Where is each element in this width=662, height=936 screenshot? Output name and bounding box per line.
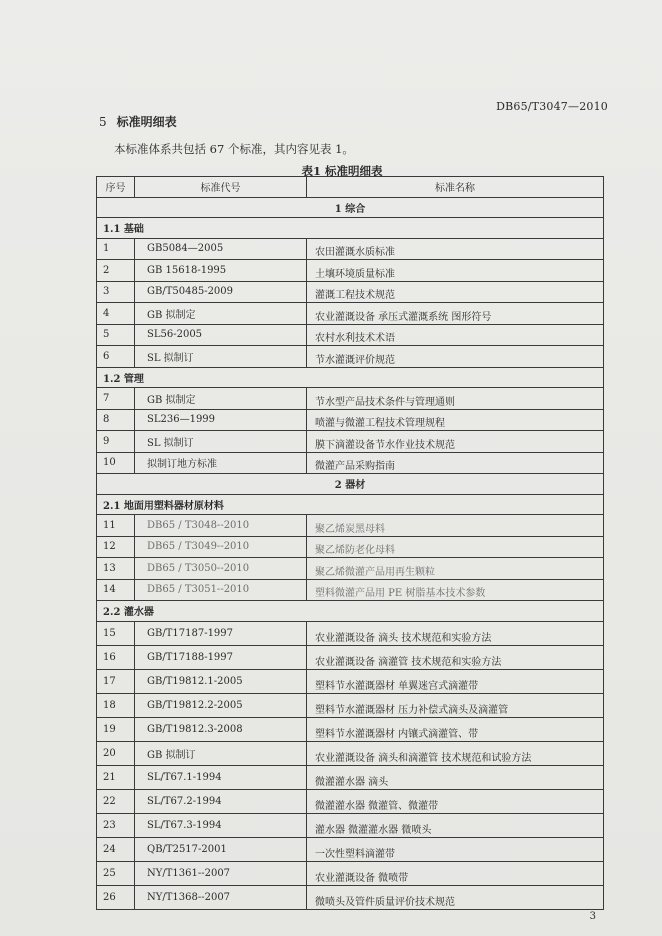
row-seq: 12 bbox=[97, 536, 135, 558]
row-seq: 8 bbox=[97, 409, 135, 431]
row-code: DB65 / T3049--2010 bbox=[135, 536, 307, 558]
row-seq: 13 bbox=[97, 558, 135, 580]
row-seq: 18 bbox=[97, 693, 135, 717]
row-code: GB 拟制定 bbox=[135, 303, 307, 325]
group-row bbox=[97, 197, 604, 218]
group-row bbox=[97, 474, 604, 495]
row-name: 节水型产品技术条件与管理通则 bbox=[307, 388, 604, 410]
table-row bbox=[97, 260, 604, 282]
group-label: 2 器材 bbox=[97, 474, 604, 495]
row-name: 农业灌溉设备 滴头 技术规范和实验方法 bbox=[307, 621, 604, 645]
intro-paragraph: 本标准体系共包括 67 个标准，其内容见表 1。 bbox=[114, 142, 354, 156]
row-code: GB 15618-1995 bbox=[135, 260, 307, 282]
table-row bbox=[97, 303, 604, 325]
table-row bbox=[97, 431, 604, 453]
table-row bbox=[97, 409, 604, 431]
table-row bbox=[97, 558, 604, 580]
row-code: GB/T17188-1997 bbox=[135, 645, 307, 669]
row-name: 微喷头及管件质量评价技术规范 bbox=[307, 885, 604, 909]
row-name: 灌水器 微灌灌水器 微喷头 bbox=[307, 813, 604, 837]
table-caption: 表1 标准明细表 bbox=[301, 164, 383, 178]
subgroup-label: 1.1 基础 bbox=[97, 218, 604, 239]
row-code: SL 拟制订 bbox=[135, 431, 307, 453]
row-name: 土壤环境质量标准 bbox=[307, 260, 604, 282]
row-seq: 23 bbox=[97, 813, 135, 837]
table-row bbox=[97, 765, 604, 789]
row-seq: 19 bbox=[97, 717, 135, 741]
header-seq: 序号 bbox=[97, 177, 135, 198]
row-seq: 11 bbox=[97, 515, 135, 537]
row-name: 聚乙烯防老化母料 bbox=[307, 536, 604, 558]
row-code: SL/T67.3-1994 bbox=[135, 813, 307, 837]
row-name: 塑料节水灌溉器材 单翼迷宫式滴灌带 bbox=[307, 669, 604, 693]
row-seq: 1 bbox=[97, 238, 135, 260]
row-code: SL56-2005 bbox=[135, 324, 307, 346]
table-row bbox=[97, 536, 604, 558]
row-name: 节水灌溉评价规范 bbox=[307, 346, 604, 368]
row-seq: 20 bbox=[97, 741, 135, 765]
row-name: 塑料微灌产品用 PE 树脂基本技术参数 bbox=[307, 579, 604, 601]
table-row bbox=[97, 861, 604, 885]
row-seq: 4 bbox=[97, 303, 135, 325]
header-name: 标准名称 bbox=[307, 177, 604, 198]
table-row bbox=[97, 885, 604, 909]
row-code: GB 拟制定 bbox=[135, 388, 307, 410]
row-name: 微灌灌水器 微灌管、微灌带 bbox=[307, 789, 604, 813]
subgroup-row bbox=[97, 218, 604, 239]
section-title: 标准明细表 bbox=[116, 115, 177, 129]
row-seq: 6 bbox=[97, 346, 135, 368]
subgroup-label: 1.2 管理 bbox=[97, 367, 604, 388]
row-name: 农业灌溉设备 承压式灌溉系统 图形符号 bbox=[307, 303, 604, 325]
row-code: GB/T19812.3-2008 bbox=[135, 717, 307, 741]
group-label: 1 综合 bbox=[97, 197, 604, 218]
row-name: 农田灌溉水质标准 bbox=[307, 238, 604, 260]
row-code: GB/T19812.1-2005 bbox=[135, 669, 307, 693]
subgroup-row bbox=[97, 601, 604, 622]
row-name: 喷灌与微灌工程技术管理规程 bbox=[307, 409, 604, 431]
header-code: 标准代号 bbox=[135, 177, 307, 198]
standards-table bbox=[96, 176, 604, 910]
row-code: GB/T50485-2009 bbox=[135, 281, 307, 303]
row-seq: 10 bbox=[97, 452, 135, 474]
table-row bbox=[97, 813, 604, 837]
row-name: 微灌产品采购指南 bbox=[307, 452, 604, 474]
table-row bbox=[97, 717, 604, 741]
row-code: GB/T19812.2-2005 bbox=[135, 693, 307, 717]
row-seq: 15 bbox=[97, 621, 135, 645]
row-code: 拟制订地方标准 bbox=[135, 452, 307, 474]
row-code: NY/T1361--2007 bbox=[135, 861, 307, 885]
table-row bbox=[97, 669, 604, 693]
row-code: GB 拟制订 bbox=[135, 741, 307, 765]
row-name: 农业灌溉设备 微喷带 bbox=[307, 861, 604, 885]
table-header-row bbox=[97, 177, 604, 198]
row-name: 一次性塑料滴灌带 bbox=[307, 837, 604, 861]
row-name: 农业灌溉设备 滴灌管 技术规范和实验方法 bbox=[307, 645, 604, 669]
table-row bbox=[97, 621, 604, 645]
row-seq: 14 bbox=[97, 579, 135, 601]
section-number: 5 bbox=[99, 115, 107, 129]
table-row bbox=[97, 324, 604, 346]
table-row bbox=[97, 693, 604, 717]
row-seq: 26 bbox=[97, 885, 135, 909]
row-seq: 25 bbox=[97, 861, 135, 885]
row-seq: 24 bbox=[97, 837, 135, 861]
row-seq: 3 bbox=[97, 281, 135, 303]
row-name: 聚乙烯炭黑母料 bbox=[307, 515, 604, 537]
subgroup-row bbox=[97, 367, 604, 388]
row-seq: 21 bbox=[97, 765, 135, 789]
row-seq: 9 bbox=[97, 431, 135, 453]
row-name: 微灌灌水器 滴头 bbox=[307, 765, 604, 789]
row-name: 农业灌溉设备 滴头和滴灌管 技术规范和试验方法 bbox=[307, 741, 604, 765]
row-code: SL236—1999 bbox=[135, 409, 307, 431]
table-row bbox=[97, 452, 604, 474]
row-code: SL/T67.2-1994 bbox=[135, 789, 307, 813]
subgroup-label: 2.1 地面用塑料器材原材料 bbox=[97, 494, 604, 515]
row-code: QB/T2517-2001 bbox=[135, 837, 307, 861]
row-seq: 16 bbox=[97, 645, 135, 669]
table-row bbox=[97, 238, 604, 260]
table-row bbox=[97, 645, 604, 669]
subgroup-row bbox=[97, 494, 604, 515]
row-seq: 17 bbox=[97, 669, 135, 693]
table-row bbox=[97, 837, 604, 861]
table-row bbox=[97, 388, 604, 410]
table-row bbox=[97, 281, 604, 303]
table-row bbox=[97, 515, 604, 537]
row-seq: 2 bbox=[97, 260, 135, 282]
row-name: 聚乙烯微灌产品用再生颗粒 bbox=[307, 558, 604, 580]
row-name: 农村水利技术术语 bbox=[307, 324, 604, 346]
table-row bbox=[97, 346, 604, 368]
table-row bbox=[97, 789, 604, 813]
row-name: 塑料节水灌溉器材 压力补偿式滴头及滴灌管 bbox=[307, 693, 604, 717]
row-code: SL 拟制订 bbox=[135, 346, 307, 368]
row-code: GB5084—2005 bbox=[135, 238, 307, 260]
row-code: DB65 / T3048--2010 bbox=[135, 515, 307, 537]
row-code: NY/T1368--2007 bbox=[135, 885, 307, 909]
row-code: DB65 / T3051--2010 bbox=[135, 579, 307, 601]
row-code: SL/T67.1-1994 bbox=[135, 765, 307, 789]
row-seq: 5 bbox=[97, 324, 135, 346]
subgroup-label: 2.2 灌水器 bbox=[97, 601, 604, 622]
row-code: GB/T17187-1997 bbox=[135, 621, 307, 645]
row-name: 膜下滴灌设备节水作业技术规范 bbox=[307, 431, 604, 453]
section-heading bbox=[93, 113, 177, 130]
row-seq: 7 bbox=[97, 388, 135, 410]
document-number: DB65/T3047—2010 bbox=[496, 100, 608, 113]
row-code: DB65 / T3050--2010 bbox=[135, 558, 307, 580]
row-name: 塑料节水灌溉器材 内镶式滴灌管、带 bbox=[307, 717, 604, 741]
row-name: 灌溉工程技术规范 bbox=[307, 281, 604, 303]
table-row bbox=[97, 741, 604, 765]
table-row bbox=[97, 579, 604, 601]
page-number: 3 bbox=[589, 911, 596, 922]
row-seq: 22 bbox=[97, 789, 135, 813]
